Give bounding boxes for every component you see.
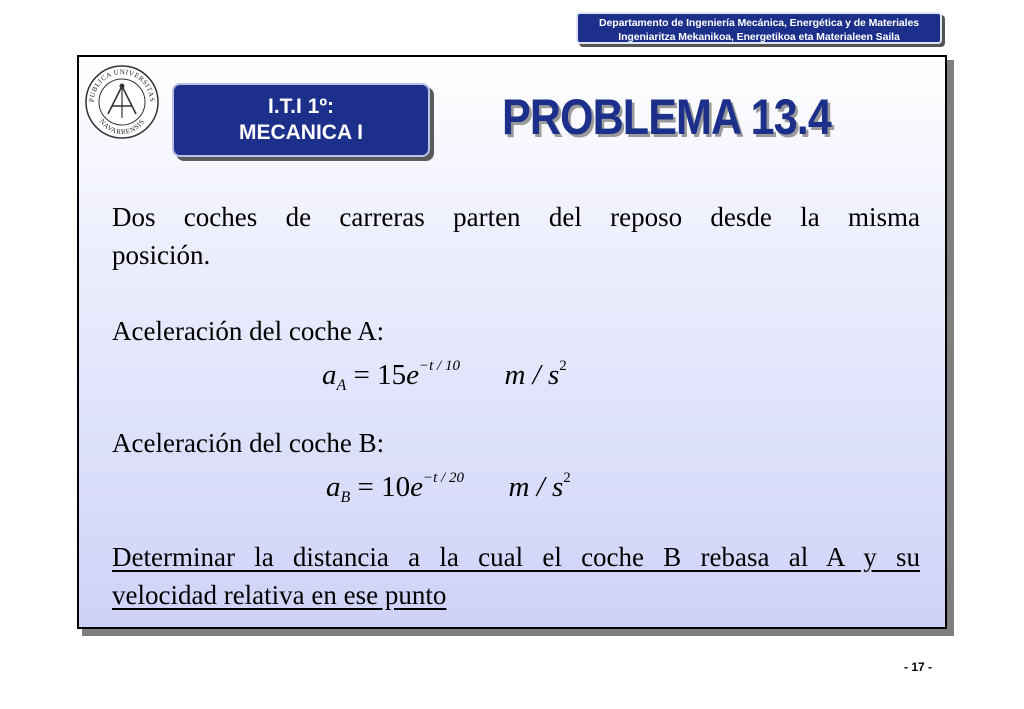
car-b-coef: 10 <box>381 471 411 503</box>
question-line-2: velocidad relativa en ese punto <box>112 580 447 610</box>
department-name-eu: Ingeniaritza Mekanikoa, Energetikoa eta Materialeen Saila <box>618 31 900 43</box>
car-b-equation <box>326 470 571 507</box>
car-b-unit-exp: 2 <box>563 470 571 486</box>
car-a-var: a <box>322 359 337 391</box>
seal-text-top: PUBLICA UNIVERSITAS <box>87 67 157 103</box>
statement-line-2: posición. <box>112 240 211 270</box>
seal-text-bottom: NAVARRENSIS <box>97 117 147 137</box>
question-text <box>112 538 920 614</box>
car-a-unit: m / s <box>504 359 560 391</box>
page-title: PROBLEMA 13.4 <box>502 89 831 145</box>
department-name-es: Departamento de Ingeniería Mecánica, Energética y de Materiales <box>599 17 919 29</box>
car-b-equals: = <box>357 471 374 503</box>
car-a-label: Aceleración del coche A: <box>112 316 385 346</box>
car-a-sub: A <box>336 377 347 394</box>
course-level: I.T.I 1º: <box>267 95 334 118</box>
car-a-coef: 15 <box>377 359 407 391</box>
car-a-exponent: −t / 10 <box>419 358 460 374</box>
car-a-equals: = <box>353 359 370 391</box>
university-seal-icon <box>84 64 160 140</box>
car-b-var: a <box>326 471 341 503</box>
statement-line-1: Dos coches de carreras parten del reposo desde la misma <box>112 202 920 232</box>
car-a-equation <box>322 358 567 395</box>
course-badge <box>172 83 430 157</box>
car-b-exponent: −t / 20 <box>423 470 464 486</box>
question-line-1: Determinar la distancia a la cual el coche B rebasa al A y su <box>112 542 920 572</box>
department-banner <box>576 12 942 44</box>
course-name: MECANICA I <box>238 121 364 144</box>
problem-statement <box>112 198 920 274</box>
car-b-sub: B <box>340 489 351 506</box>
car-a-base: e <box>406 359 420 391</box>
car-a-unit-exp: 2 <box>559 358 567 374</box>
page-number: - 17 - <box>904 660 933 674</box>
car-b-label: Aceleración del coche B: <box>112 428 385 458</box>
car-b-base: e <box>410 471 424 503</box>
car-b-unit: m / s <box>508 471 564 503</box>
